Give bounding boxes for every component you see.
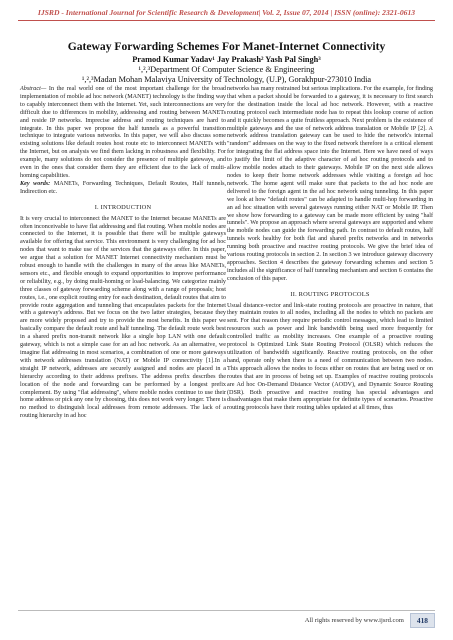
affiliation-dept: ¹,²,³Department Of Computer Science & Engineering — [138, 65, 315, 74]
keywords-label: Key words: — [20, 180, 51, 187]
left-column — [20, 86, 226, 421]
abstract-text: In the real world one of the most important challenge for the broad implementation of mobile ad hoc network (MANET) technology is the finding way to capably interconnect them with the Internet. Yet, such interconnections are very difficult due to differences in mobility, addressing and routing between MANETs and reside IP networks. Imprecise address and routing techniques are hard to integrate. In this paper we propose the half tunnels as a powerful transition technique to integrate various networks. In this paper, we will also discuss some existing solutions like default routes host route etc to interconnect MANETs with the Internet, but on analysis we find them lacking in robustness and flexibility. For example, many solutions do not consider the presence of multiple gateways, and even in the ones that consider them they are efficient due to the lack of multi-homing capabilities. — [20, 86, 226, 179]
section-heading-introduction: I. INTRODUCTION — [94, 203, 152, 211]
author-block — [18, 55, 435, 85]
page-footer — [305, 613, 435, 628]
keywords — [20, 181, 226, 197]
abstract — [20, 86, 226, 181]
abstract-label: Abstract— — [20, 86, 47, 92]
keywords-text: MANETs, Forwarding Techniques, Default Routes, Half tunnels, Indirection etc. — [20, 180, 226, 195]
page-number: 418 — [410, 613, 435, 628]
footer-rule — [18, 610, 435, 611]
footer-rights: All rights reserved by www.ijsrd.com — [304, 617, 404, 624]
header-rule — [18, 20, 435, 21]
introduction-body-left: It is very crucial to interconnect the MANET to the Internet because MANETs are often inconceivable to have flat addressing and flat routing. When mobile nodes are connected to the Internet, it is possible that there will be multiple gateways available for offering that service. This environment is very challenging for ad hoc nodes that want to make use of the services that the gateways offer. In this paper, we argue that a solution for MANET Internet connectivity mechanism must be robust enough to handle with the challenges in many of the areas like MANETs, sensors etc., and flexible enough to expand opportunities to improve performance or reliability, e.g., by doing multi-homing or load-balancing. We categorize mainly three classes of gateway forwarding scheme along with a range of proposals; host routes, i.e., one explicit routing entry for each destination, default routes that aim to provide route aggregation and tunneling that encapsulates packets for the Internet with a gateway's address. But we focus on the two latter strategies, because they are more widely proposed and try to provide the most benefits. In this paper we basically compare the default route and half tunneling. The default route work best in a shared prefix non-transit network like a single hop LAN with one default gateway, which is not a simple case for an ad hoc network. As an alternative, we imagine flat addressing in most scenarios, a combination of one or more gateways with network addresses translation (NAT) or Mobile IP connectivity [1].In a straight IP network, addresses are securely assigned and nodes are placed in a hierarchy according to their address prefixes. The address prefix describes the location of the node and forwarding can be performed by a longest prefix complement. By using "flat addressing", where mobile nodes continue to use their home address or pick any one by choosing, this does not work very longer. There is no method to distinguish local addresses from remote addresses. The lack of a routing hierarchy in ad hoc — [20, 215, 226, 420]
section-heading-routing-protocols: II. ROUTING PROTOCOLS — [290, 290, 370, 298]
journal-header: IJSRD - International Journal for Scientific Research & Development| Vol. 2, Issue 07, 2014 | ISSN (online): 2321-0613 — [37, 8, 416, 17]
paper-title: Gateway Forwarding Schemes For Manet-Internet Connectivity — [67, 40, 386, 53]
introduction-body-right: networks has many restrained but serious implications. For the example, for finding that when a packet should be forwarded to a gateway, it is necessary to first search for the destination inside the local ad hoc network. However, with a reactive routing protocol each intermediate node has to repeat this lookup course of action and it quickly becomes a quite fruitless approach. Next problem is the existence of multiple gateways and the use of network address translation or Mobile IP [2]. A network address translation gateway can be used to hide the network's internal "random" addresses on the way to the fixed network therefore is a critical element for integrating the flat address space into the Internet. Here we have need of ways to justify the limit of the adaptive character of ad hoc routing protocols and to allow mobile nodes attach to their gateways. Mobile IP on the next side allows nodes to keep their home network addresses while visiting a foreign ad hoc network. The home agent will make sure that packets to the ad hoc node are delivered to the foreign agent in the ad hoc network using tunneling. In this paper we look at how "default routes" can be adapted to handle multi-hop forwarding in an ad hoc situation with several gateways running either NAT or Mobile IP. Then we show how forwarding to a gateway can be made more efficient by using "half tunnels". We propose an approach where several gateways are supported and where the mobile nodes can guide the forwarding path. In contrast to default routes, half tunnels work healthy for both flat and shared prefix networks and in networks running both proactive and reactive routing protocols. We give the brief idea of various routing protocols in section 2. In section 3 we introduce gateway discovery approaches. Section 4 describes the gateway forwarding schemes and section 5 includes all the significance of half tunneling mechanism and section 6 contains the conclusion of this paper. — [227, 86, 433, 282]
affiliation-university: ¹,²,³Madan Mohan Malaviya University of Technology, (U.P), Gorakhpur-273010 India — [81, 75, 372, 84]
right-column — [227, 86, 433, 413]
routing-protocols-body: Usual distance-vector and link-state routing protocols are proactive in nature, that they maintain routes to all nodes, including all the nodes to which no packets are sent. For that reason they require periodic control messages, which lead to limited resources such as power and link bandwidth being used more frequently for controlled traffic as mobility increases. One example of a proactive routing protocol is Optimized Link State Routing Protocol (OLSR) which reduces the utilization of bandwidth significantly. Reactive routing protocols, on the other hand, operate only when there is a need of communication between two nodes. This approach allows the nodes to focus either on routes that are being used or on routes that are in process of being set up. Examples of reactive routing protocols are Ad hoc On-Demand Distance Vector (AODV), and Dynamic Source Routing (DSR). Both proactive and reactive routing has special advantages and disadvantages that make them appropriate for definite types of scenarios. Proactive routing protocols have their routing tables updated at all times, thus — [227, 302, 433, 412]
author-names: Pramod Kumar Yadav¹ Jay Prakash² Yash Pal Singh³ — [132, 55, 321, 64]
